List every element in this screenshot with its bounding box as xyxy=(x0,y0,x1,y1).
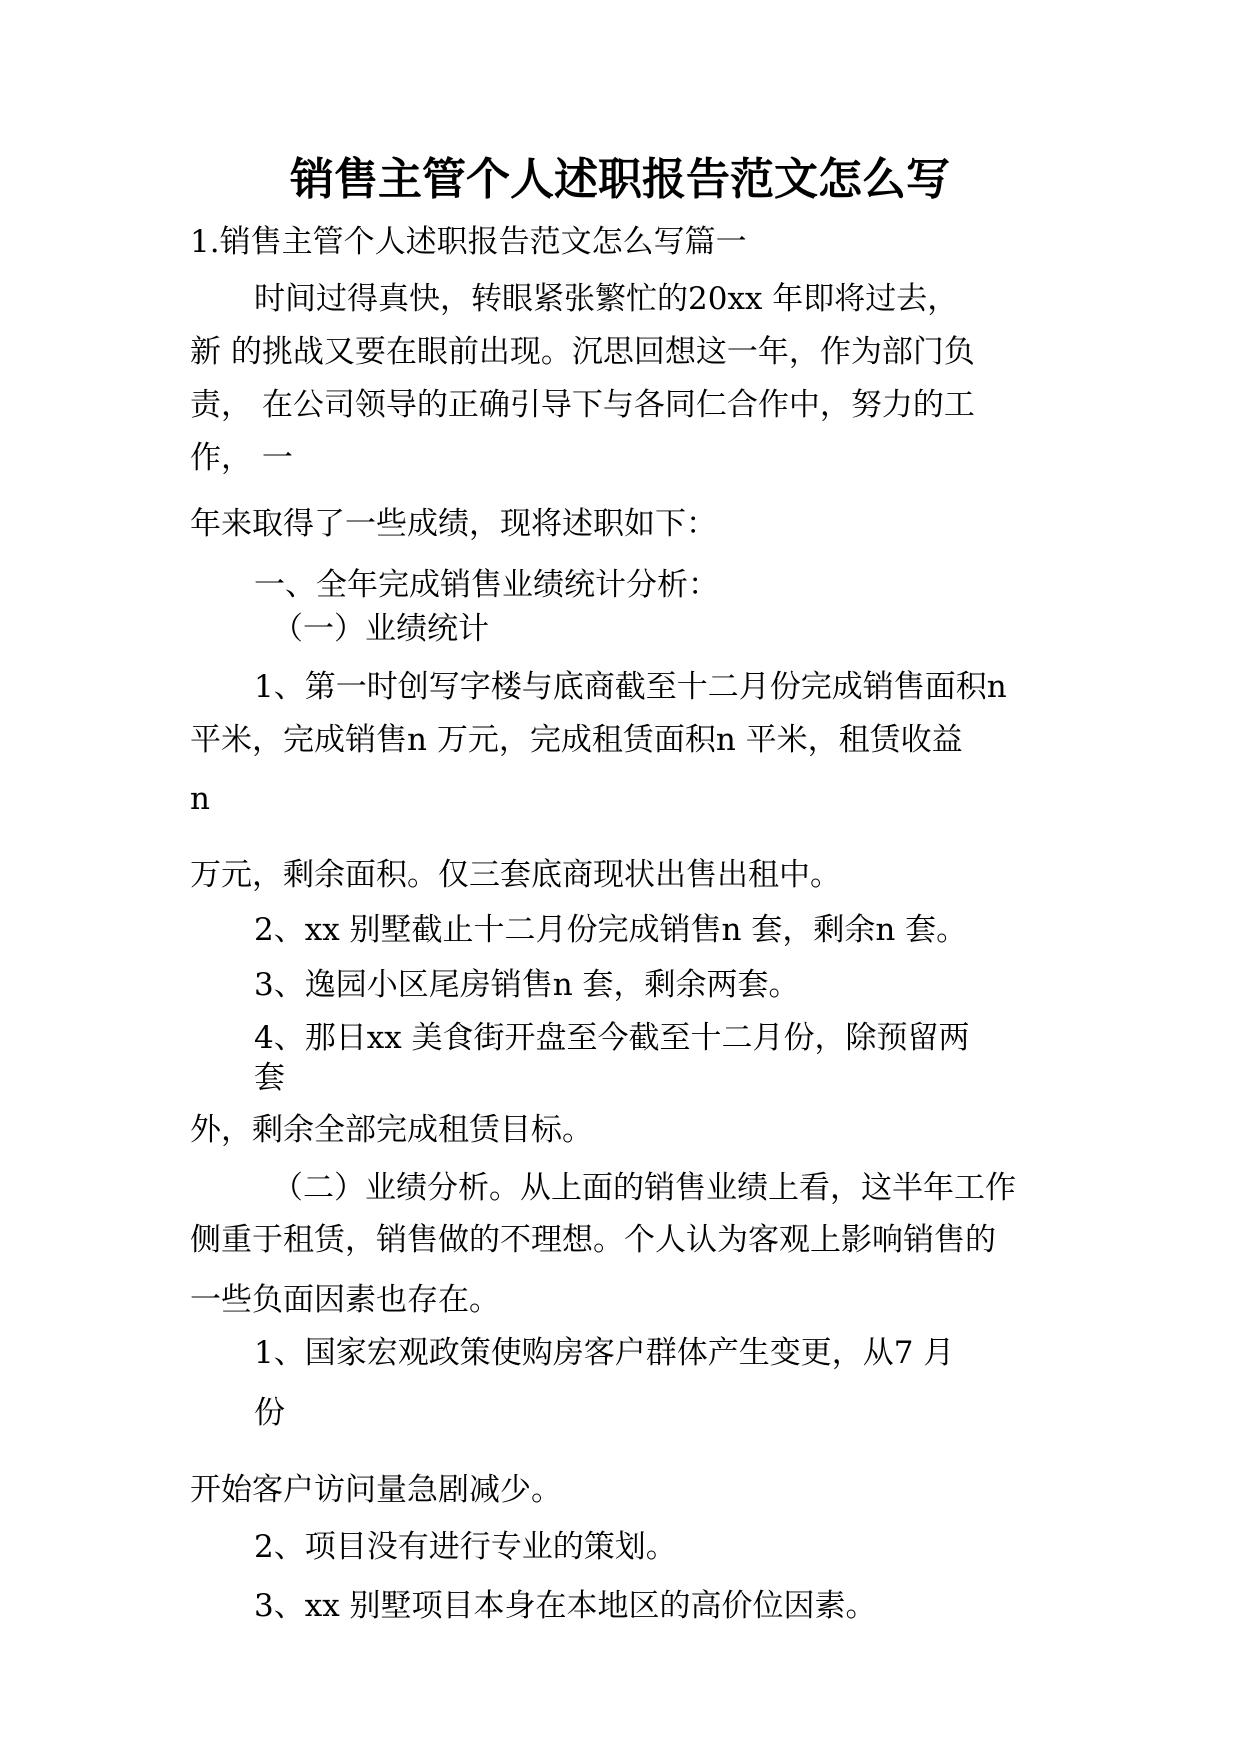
list-item-line: 3、xx 别墅项目本身在本地区的高价位因素。 xyxy=(254,1588,877,1624)
list-item-line: 开始客户访问量急剧减少。 xyxy=(190,1472,562,1508)
list-item-line: 3、逸园小区尾房销售n 套，剩余两套。 xyxy=(254,967,800,1003)
paragraph-line: 侧重于租赁，销售做的不理想。个人认为客观上影响销售的 xyxy=(190,1222,996,1258)
subsection-heading: 一、全年完成销售业绩统计分析： xyxy=(254,567,719,603)
list-item-line: 份 xyxy=(254,1395,285,1431)
document-title: 销售主管个人述职报告范文怎么写 xyxy=(290,154,950,205)
paragraph-line: 时间过得真快，转眼紧张繁忙的20xx 年即将过去， xyxy=(254,281,959,317)
paragraph-line: 新 的挑战又要在眼前出现。沉思回想这一年，作为部门负 xyxy=(190,334,975,370)
paragraph-line: 作， 一 xyxy=(190,440,293,476)
list-item-line: 外，剩余全部完成租赁目标。 xyxy=(190,1112,593,1148)
list-item-line: 2、项目没有进行专业的策划。 xyxy=(254,1529,677,1565)
list-item-line: 4、那日xx 美食街开盘至今截至十二月份，除预留两 xyxy=(254,1020,970,1056)
subsection-heading: （一）业绩统计 xyxy=(272,611,489,647)
subsection-heading: （二）业绩分析。从上面的销售业绩上看，这半年工作 xyxy=(272,1170,1016,1206)
list-item-line: 套 xyxy=(254,1060,285,1096)
list-item-line: 1、第一时创写字楼与底商截至十二月份完成销售面积n xyxy=(254,669,1007,705)
list-item-line: 万元，剩余面积。仅三套底商现状出售出租中。 xyxy=(190,857,841,893)
list-item-line: 2、xx 别墅截止十二月份完成销售n 套，剩余n 套。 xyxy=(254,912,968,948)
paragraph-line: 年来取得了一些成绩，现将述职如下： xyxy=(190,506,717,542)
section-heading: 1.销售主管个人述职报告范文怎么写篇一 xyxy=(190,224,747,260)
list-item-line: n xyxy=(190,781,210,817)
list-item-line: 平米，完成销售n 万元，完成租赁面积n 平米，租赁收益 xyxy=(190,722,963,758)
paragraph-line: 责， 在公司领导的正确引导下与各同仁合作中，努力的工 xyxy=(190,387,975,423)
paragraph-line: 一些负面因素也存在。 xyxy=(190,1282,500,1318)
list-item-line: 1、国家宏观政策使购房客户群体产生变更，从7 月 xyxy=(254,1335,955,1371)
